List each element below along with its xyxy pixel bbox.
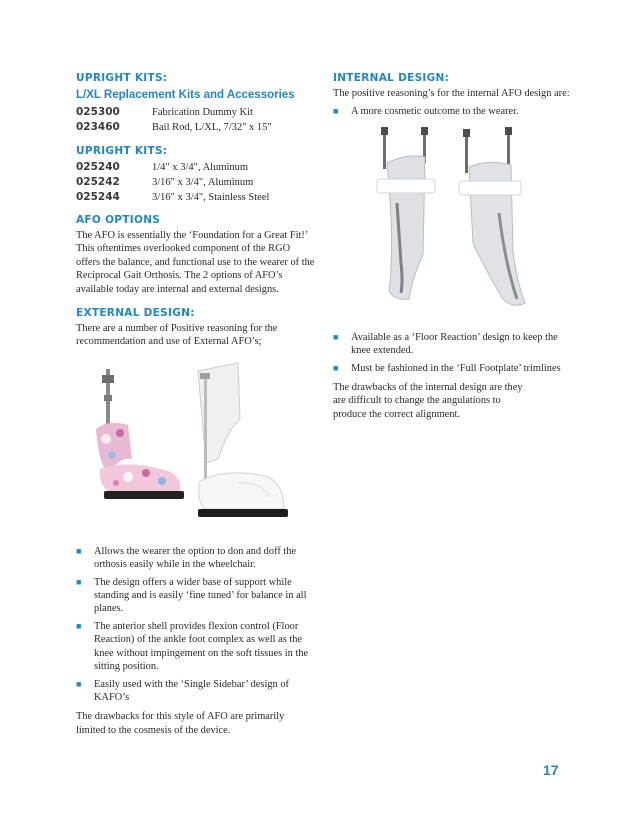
kit-desc: Fabrication Dummy Kit	[152, 107, 253, 118]
external-design-heading: EXTERNAL DESIGN:	[76, 307, 195, 320]
bullet-icon: ■	[76, 678, 82, 689]
kit-code: 023460	[76, 121, 120, 133]
external-design-text: There are a number of Positive reasoning for the recommendation and use of External AFO’s;	[76, 323, 278, 348]
kit-row	[76, 175, 316, 190]
internal-design-text: The positive reasoning’s for the internal AFO design are:	[333, 88, 570, 99]
list-item: ■ The design offers a wider base of support while standing and is easily ‘fine tuned’ for balance in all planes.	[76, 576, 307, 615]
upright-kits-heading-2: UPRIGHT KITS:	[76, 145, 168, 157]
bullet-icon: ■	[76, 576, 82, 587]
white-afo-image	[198, 363, 288, 517]
patterned-afo-image	[96, 369, 184, 499]
list-item: ■ A more cosmetic outcome to the wearer.	[333, 106, 519, 118]
right-column	[333, 70, 573, 421]
list-item: ■ The anterior shell provides flexion control (Floor Reaction) of the ankle foot complex as well as the knee without impingement on the soft tissues in the sitting position.	[76, 620, 309, 673]
internal-design-heading: INTERNAL DESIGN:	[333, 72, 450, 84]
list-item: ■ Must be fashioned in the ‘Full Footplate’ trimlines	[333, 362, 561, 374]
afo-options-text: The AFO is essentially the ‘Foundation for a Great Fit!’ This oftentimes overlooked component of the RGO offers the balance, and functional use to the wearer of the Reciprocal Gait Orthosis. The 2 options of AFO’s available today are internal and external designs.	[76, 230, 315, 295]
kit-desc: Bail Rod, L/XL, 7/32" x 15"	[152, 122, 272, 133]
bullet-icon: ■	[76, 545, 82, 556]
internal-afo-photo	[365, 123, 573, 319]
kit-desc: 1/4" x 3/4", Aluminum	[152, 162, 249, 173]
kit-desc: 3/16" x 3/4", Stainless Steel	[152, 192, 270, 203]
kit-code: 025300	[76, 106, 120, 118]
kit-code: 025240	[76, 161, 120, 173]
kit-row	[76, 120, 316, 135]
replacement-kits-heading: L/XL Replacement Kits and Accessories	[76, 89, 295, 101]
page-number: 17	[543, 762, 559, 778]
bullet-icon: ■	[333, 106, 339, 117]
bullet-icon: ■	[76, 620, 82, 631]
kit-row	[76, 190, 316, 205]
kits-list-2	[76, 160, 316, 205]
internal-drawbacks-text: The drawbacks of the internal design are they are difficult to change the angulations to produce the correct alignment.	[333, 382, 523, 420]
external-benefits-list	[76, 545, 316, 704]
bullet-icon: ■	[333, 362, 339, 373]
kit-row	[76, 160, 316, 175]
internal-top-list	[333, 105, 573, 118]
bullet-icon: ■	[333, 331, 339, 342]
external-afo-photo	[88, 359, 316, 537]
upright-kits-heading: UPRIGHT KITS:	[76, 72, 168, 84]
external-drawbacks-text: The drawbacks for this style of AFO are primarily limited to the cosmesis of the device.	[76, 711, 285, 736]
list-item: ■ Easily used with the ‘Single Sidebar’ design of KAFO’s	[76, 678, 289, 703]
kit-desc: 3/16" x 3/4", Aluminum	[152, 177, 254, 188]
internal-benefits-list	[333, 331, 573, 375]
kit-row	[76, 105, 316, 120]
left-column	[76, 70, 316, 737]
list-item: ■ Allows the wearer the option to don and doff the orthosis easily while in the wheelchair.	[76, 545, 297, 571]
list-item: ■ Available as a ‘Floor Reaction’ design to keep the knee extended.	[333, 331, 558, 357]
kit-code: 025244	[76, 191, 120, 203]
internal-afo-left-image	[377, 127, 435, 299]
internal-afo-right-image	[459, 127, 525, 305]
afo-options-heading: AFO OPTIONS	[76, 214, 161, 226]
kit-code: 025242	[76, 176, 120, 188]
kits-list-1	[76, 105, 316, 135]
